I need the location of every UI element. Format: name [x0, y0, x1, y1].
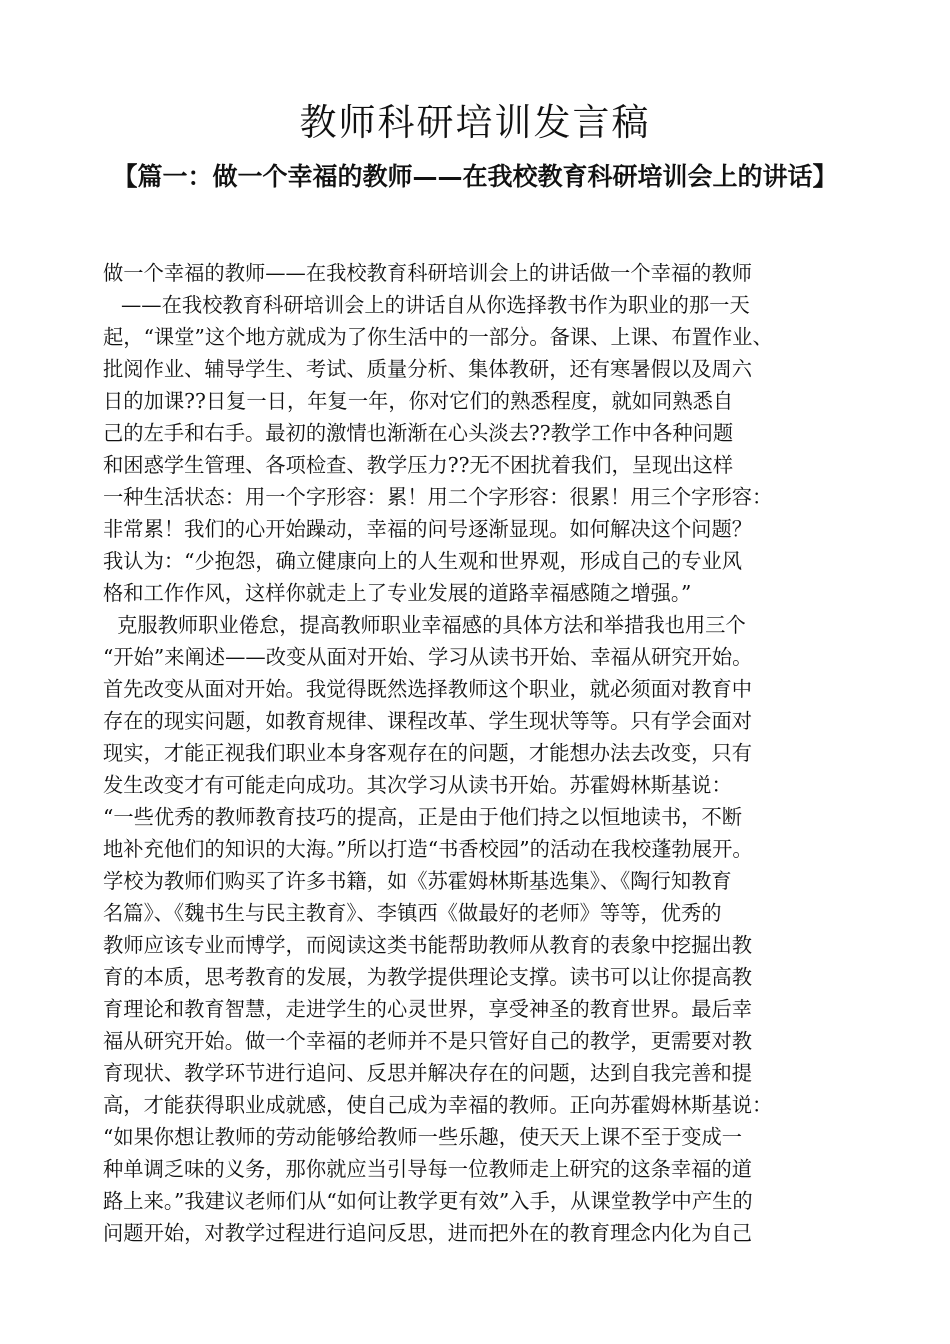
body-line: 首先改变从面对开始。我觉得既然选择教师这个职业，就必须面对教育中: [103, 677, 753, 701]
body-line: 批阅作业、辅导学生、考试、质量分析、集体教研，还有寒暑假以及周六: [103, 357, 753, 381]
body-line: 育现状、教学环节进行追问、反思并解决存在的问题，达到自我完善和提: [103, 1061, 753, 1085]
body-line: 学校为教师们购买了许多书籍，如《苏霍姆林斯基选集》、《陶行知教育: [103, 869, 732, 893]
body-line: “一些优秀的教师教育技巧的提高，正是由于他们持之以恒地读书，不断: [103, 805, 743, 829]
body-line: 一种生活状态：用一个字形容：累！用二个字形容：很累！用三个字形容：: [103, 485, 773, 509]
body-line: 地补充他们的知识的大海。”所以打造“书香校园”的活动在我校蓬勃展开。: [103, 837, 753, 861]
body-line: 种单调乏味的义务，那你就应当引导每一位教师走上研究的这条幸福的道: [103, 1157, 753, 1181]
document-body: [103, 257, 855, 1249]
body-line: 现实，才能正视我们职业本身客观存在的问题，才能想办法去改变，只有: [103, 741, 753, 765]
body-line: 和困惑学生管理、各项检查、教学压力??无不困扰着我们，呈现出这样: [103, 453, 734, 477]
body-line: “开始”来阐述——改变从面对开始、学习从读书开始、幸福从研究开始。: [103, 645, 753, 669]
body-line: 做一个幸福的教师——在我校教育科研培训会上的讲话做一个幸福的教师: [103, 261, 753, 285]
body-line: 克服教师职业倦怠，提高教师职业幸福感的具体方法和举措我也用三个: [117, 613, 746, 637]
body-line: 我认为：“少抱怨，确立健康向上的人生观和世界观，形成自己的专业风: [103, 549, 743, 573]
body-line: 路上来。”我建议老师们从“如何让教学更有效”入手，从课堂教学中产生的: [103, 1189, 753, 1213]
body-line: 发生改变才有可能走向成功。其次学习从读书开始。苏霍姆林斯基说：: [103, 773, 732, 797]
document-subtitle: 【篇一：做一个幸福的教师——在我校教育科研培训会上的讲话】: [112, 162, 838, 191]
body-line: “如果你想让教师的劳动能够给教师一些乐趣，使天天上课不至于变成一: [103, 1125, 743, 1149]
body-line: 福从研究开始。做一个幸福的老师并不是只管好自己的教学，更需要对教: [103, 1029, 753, 1053]
body-line: 己的左手和右手。最初的激情也渐渐在心头淡去??教学工作中各种问题: [103, 421, 734, 445]
body-line: 非常累！我们的心开始躁动，幸福的问号逐渐显现。如何解决这个问题？: [103, 517, 753, 541]
body-line: 存在的现实问题，如教育规律、课程改革、学生现状等等。只有学会面对: [103, 709, 753, 733]
body-line: 日的加课??日复一日，年复一年，你对它们的熟悉程度，就如同熟悉自: [103, 389, 734, 413]
body-line: ——在我校教育科研培训会上的讲话自从你选择教书作为职业的那一天: [121, 293, 750, 317]
body-line: 教师应该专业而博学，而阅读这类书能帮助教师从教育的表象中挖掘出教: [103, 933, 753, 957]
body-line: 问题开始，对教学过程进行追问反思，进而把外在的教育理念内化为自己: [103, 1221, 753, 1245]
body-line: 起，“课堂”这个地方就成为了你生活中的一部分。备课、上课、布置作业、: [103, 325, 773, 349]
body-line: 格和工作作风，这样你就走上了专业发展的道路幸福感随之增强。”: [103, 581, 692, 605]
body-line: 名篇》、《魏书生与民主教育》、李镇西《做最好的老师》等等，优秀的: [103, 901, 722, 925]
body-line: 育理论和教育智慧，走进学生的心灵世界，享受神圣的教育世界。最后幸: [103, 997, 753, 1021]
body-line: 高，才能获得职业成就感，使自己成为幸福的教师。正向苏霍姆林斯基说：: [103, 1093, 773, 1117]
body-line: 育的本质，思考教育的发展，为教学提供理论支撑。读书可以让你提高教: [103, 965, 753, 989]
document-title: 教师科研培训发言稿: [299, 101, 651, 144]
